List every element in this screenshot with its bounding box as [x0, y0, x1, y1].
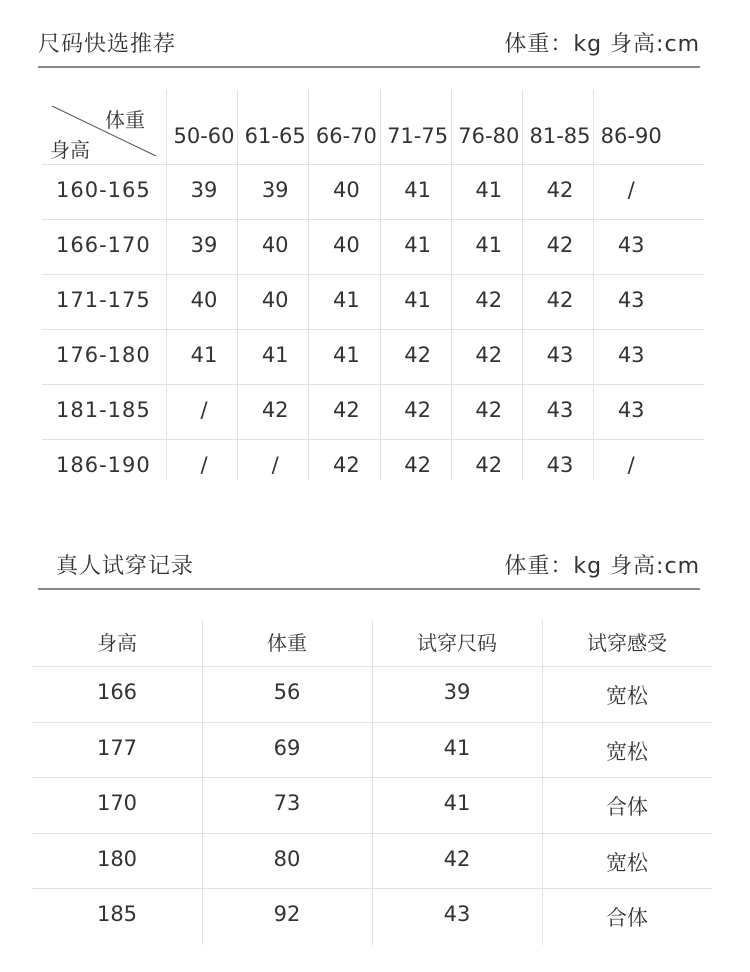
size-cell: 43 [617, 343, 645, 367]
height-range-label: 186-190 [56, 453, 151, 477]
size-cell: 41 [261, 343, 289, 367]
size-cell: 42 [546, 233, 574, 257]
tryon-cell: 43 [443, 902, 471, 926]
tryon-record-table [32, 620, 712, 950]
tryon-cell: 92 [273, 902, 301, 926]
weight-range-header: 61-65 [244, 124, 306, 148]
size-cell: 42 [261, 398, 289, 422]
size-cell: 40 [261, 233, 289, 257]
size-cell: 42 [404, 398, 431, 422]
tryon-section-header [38, 542, 700, 590]
height-range-label: 176-180 [56, 343, 151, 367]
size-cell: 42 [546, 288, 574, 312]
size-cell: 41 [404, 233, 431, 257]
tryon-cell: 177 [96, 735, 138, 760]
size-cell: 40 [261, 288, 289, 312]
row-divider [32, 888, 712, 889]
tryon-cell: 80 [273, 846, 301, 871]
tryon-cell: 合体 [606, 795, 648, 819]
corner-height-label: 身高 [50, 138, 90, 162]
row-divider [32, 722, 712, 723]
size-recommendation-table [42, 90, 704, 480]
weight-range-header: 81-85 [529, 124, 591, 148]
row-divider [42, 329, 704, 330]
row-divider [32, 666, 712, 667]
row-divider [42, 439, 704, 440]
size-cell: 42 [546, 178, 574, 202]
tryon-cell: 69 [273, 735, 301, 760]
weight-range-header: 76-80 [458, 124, 520, 148]
tryon-cell: 宽松 [606, 850, 648, 875]
corner-header-cell [42, 90, 165, 164]
size-cell: 41 [475, 178, 503, 202]
size-cell: 43 [546, 343, 574, 367]
size-cell: 42 [404, 453, 431, 477]
column-divider [542, 620, 543, 945]
height-range-label: 160-165 [56, 178, 151, 202]
size-cell: 40 [333, 178, 360, 202]
size-cell: 40 [333, 233, 360, 257]
tryon-cell: 39 [443, 680, 471, 704]
tryon-cell: 56 [273, 680, 301, 704]
row-divider [42, 164, 704, 165]
column-divider [372, 620, 373, 945]
size-cell: 43 [617, 288, 645, 312]
tryon-cell: 宽松 [606, 739, 648, 764]
size-cell: 42 [475, 288, 503, 312]
size-section-unit-label: 体重：kg 身高:cm [504, 32, 700, 57]
tryon-cell: 185 [96, 902, 138, 926]
size-cell: 41 [333, 343, 360, 367]
size-cell: 42 [475, 453, 503, 477]
row-divider [32, 833, 712, 834]
size-cell: 41 [404, 288, 431, 312]
size-cell: / [627, 178, 635, 202]
tryon-cell: 合体 [606, 906, 648, 930]
tryon-column-header: 体重 [267, 631, 307, 655]
weight-range-header: 71-75 [387, 124, 449, 148]
tryon-cell: 41 [443, 735, 471, 760]
tryon-column-header: 试穿尺码 [417, 631, 497, 655]
tryon-section-unit-label: 体重：kg 身高:cm [504, 554, 700, 579]
tryon-cell: 73 [273, 791, 301, 815]
height-range-label: 171-175 [56, 288, 151, 312]
size-cell: / [271, 453, 279, 477]
size-cell: 41 [475, 233, 503, 257]
tryon-cell: 42 [443, 846, 471, 871]
tryon-cell: 41 [443, 791, 471, 815]
tryon-cell: 180 [96, 846, 138, 871]
column-divider [202, 620, 203, 945]
size-cell: 40 [190, 288, 218, 312]
row-divider [42, 219, 704, 220]
size-cell: / [200, 398, 208, 422]
size-cell: 39 [261, 178, 289, 202]
size-cell: 43 [546, 398, 574, 422]
size-cell: 41 [333, 288, 360, 312]
size-cell: 43 [617, 398, 645, 422]
tryon-cell: 宽松 [606, 684, 648, 708]
size-cell: / [200, 453, 208, 477]
size-cell: 43 [546, 453, 574, 477]
size-cell: 42 [333, 398, 360, 422]
size-cell: 39 [190, 233, 218, 257]
size-cell: 39 [190, 178, 218, 202]
size-cell: / [627, 453, 635, 477]
size-cell: 43 [617, 233, 645, 257]
size-cell: 42 [404, 343, 431, 367]
weight-range-header: 50-60 [173, 124, 235, 148]
tryon-cell: 166 [96, 680, 138, 704]
corner-weight-label: 体重 [105, 108, 145, 132]
column-divider [166, 90, 167, 480]
row-divider [32, 777, 712, 778]
size-cell: 42 [475, 343, 503, 367]
row-divider [42, 384, 704, 385]
size-cell: 42 [475, 398, 503, 422]
tryon-column-header: 身高 [97, 631, 137, 655]
height-range-label: 166-170 [56, 233, 151, 257]
tryon-cell: 170 [96, 791, 138, 815]
weight-range-header: 86-90 [600, 124, 662, 148]
size-section-header [38, 20, 700, 68]
size-cell: 42 [333, 453, 360, 477]
size-section-title: 尺码快选推荐 [38, 32, 177, 57]
tryon-section-title: 真人试穿记录 [56, 554, 195, 579]
tryon-column-header: 试穿感受 [587, 631, 667, 655]
size-cell: 41 [404, 178, 431, 202]
size-cell: 41 [190, 343, 218, 367]
weight-range-header: 66-70 [315, 124, 377, 148]
height-range-label: 181-185 [56, 398, 151, 422]
row-divider [42, 274, 704, 275]
